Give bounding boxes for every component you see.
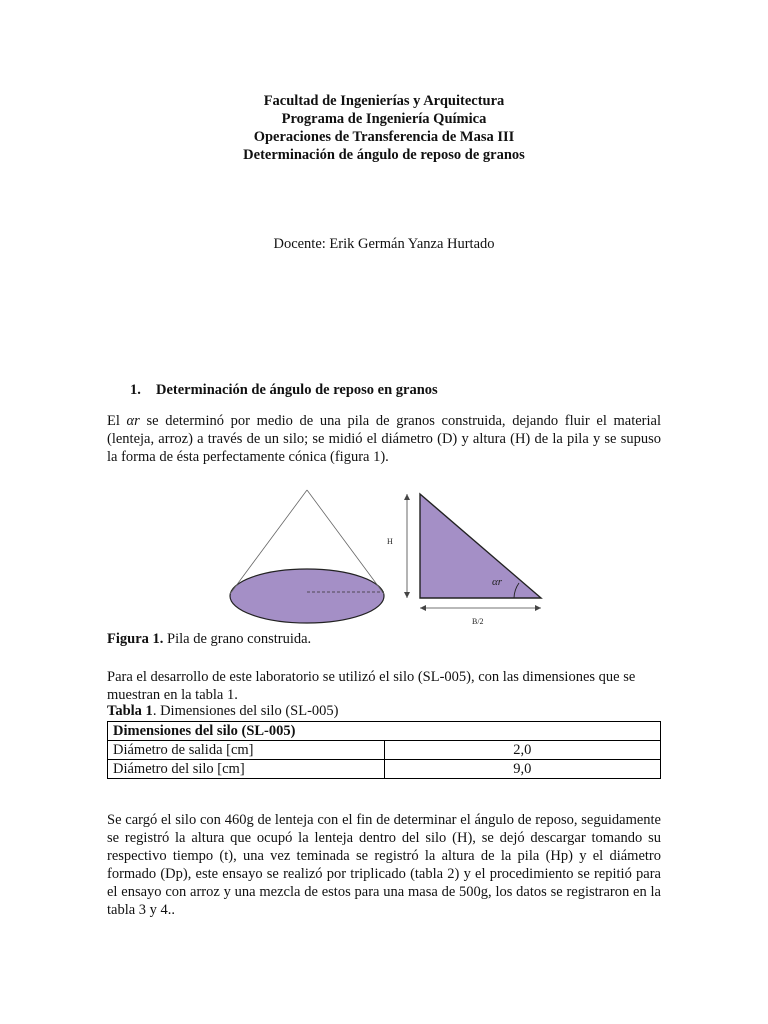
table-header-cell: Dimensiones del silo (SL-005): [108, 722, 661, 741]
height-label: H: [387, 537, 393, 546]
table-cell-value: 2,0: [384, 741, 661, 760]
height-arrow-top: [404, 494, 410, 500]
silo-intro-paragraph: Para el desarrollo de este laboratorio se utilizó el silo (SL-005), con las dimensiones que se muestran en la tabla 1.: [107, 669, 636, 703]
base-label: B/2: [472, 617, 484, 626]
alpha-symbol: αr: [126, 413, 140, 429]
teacher-line: Docente: Erik Germán Yanza Hurtado: [273, 236, 495, 252]
table-row: [108, 741, 661, 760]
header-line-topic: Determinación de ángulo de reposo de granos: [243, 147, 525, 163]
document-header: [0, 92, 768, 164]
table-header-row: [108, 722, 661, 741]
silo-dimensions-table: [107, 721, 661, 779]
intro-paragraph: [107, 412, 661, 466]
cone-diagram: [230, 490, 384, 623]
table-cell-label: Diámetro del silo [cm]: [108, 760, 385, 779]
triangle-diagram: [387, 494, 541, 626]
table-cell-label: Diámetro de salida [cm]: [108, 741, 385, 760]
figure-cone-and-triangle: [215, 486, 555, 628]
figure-caption-text: Pila de grano construida.: [163, 631, 312, 647]
figure-caption: [107, 631, 311, 648]
cone-base-ellipse: [230, 569, 384, 623]
intro-text-rest: se determinó por medio de una pila de granos construida, dejando fluir el material (lenteja, arroz) a través de un silo; se midió el diámetro (D) y altura (H) de la pila y se supuso la forma de ésta perfectamente cónica (figura 1).: [107, 413, 661, 465]
table-caption-text: . Dimensiones del silo (SL-005): [152, 703, 339, 719]
height-arrow-bottom: [404, 592, 410, 598]
header-line-course: Operaciones de Transferencia de Masa III: [253, 129, 515, 145]
figure-caption-label: Figura 1.: [107, 631, 164, 647]
intro-text-start: El: [107, 413, 127, 429]
angle-label: αr: [492, 576, 503, 588]
base-arrow-left: [420, 605, 426, 611]
section-number: 1.: [130, 382, 141, 398]
header-line-faculty: Facultad de Ingenierías y Arquitectura: [263, 93, 505, 109]
table-caption-label: Tabla 1: [107, 703, 153, 719]
header-line-program: Programa de Ingeniería Química: [281, 111, 487, 127]
table-caption: [107, 703, 338, 720]
triangle-shape: [420, 494, 541, 598]
table-cell-value: 9,0: [384, 760, 661, 779]
base-arrow-right: [535, 605, 541, 611]
table-row: [108, 760, 661, 779]
section-title: Determinación de ángulo de reposo en granos: [156, 382, 438, 398]
procedure-paragraph: Se cargó el silo con 460g de lenteja con el fin de determinar el ángulo de reposo, seguidamente se registró la altura que ocupó la lenteja dentro del silo (H), se dejó descargar tomando su respectivo tiempo (t), una vez teminada se registró la altura de la pila (Hp) y el diámetro formado (Dp), este ensayo se realizó por triplicado (tabla 2) y el procedimiento se repitió para el ensayo con arroz y una mezcla de estos para una masa de 500g, los datos se registraron en la tabla 3 y 4..: [107, 812, 661, 918]
section-heading: [130, 382, 438, 399]
